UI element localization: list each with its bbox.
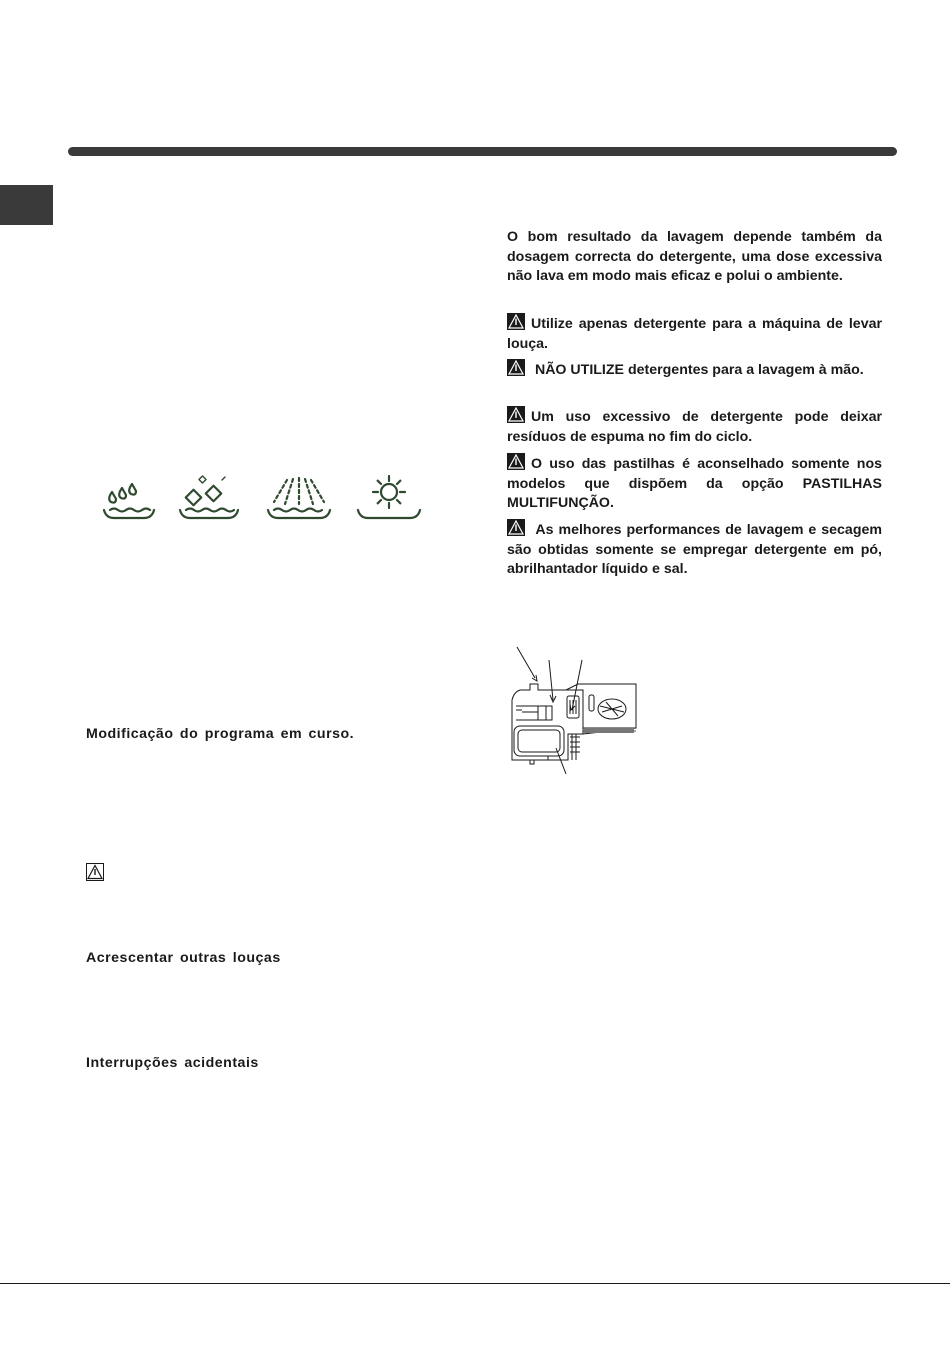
detergent-intro-paragraph: O bom resultado da lavagem depende também da dosagem correcta do detergente, uma dose excessiva não lava em modo mais eficaz e polui o ambiente. (507, 229, 882, 284)
heading-program-modification: Modificação do programa em curso. (86, 726, 355, 742)
warning-triangle-icon (507, 519, 525, 536)
wash-detergent-icon (180, 476, 238, 518)
warning-item (507, 359, 882, 381)
heading-add-dishes: Acrescentar outras louças (86, 950, 281, 966)
language-side-tab (0, 185, 53, 225)
rinse-spray-icon (268, 478, 330, 518)
top-header-rule (68, 147, 897, 156)
warning-text: Utilize apenas detergente para a máquina de levar louça. (507, 316, 882, 352)
dry-sun-icon (358, 476, 420, 518)
warning-triangle-icon (86, 863, 104, 881)
warning-triangle-icon (507, 406, 525, 423)
bottom-rule (0, 1283, 950, 1284)
warning-text: O uso das pastilhas é aconselhado somente nos modelos que dispõem da opção PASTILHAS MULTIFUNÇÃO. (507, 456, 882, 511)
warning-item (507, 406, 882, 447)
warning-text: As melhores performances de lavagem e secagem são obtidas somente se empregar detergente em pó, abrilhantador líquido e sal. (507, 522, 882, 577)
warning-triangle-icon (507, 313, 525, 330)
warning-text: NÃO UTILIZE detergentes para a lavagem à mão. (531, 362, 864, 378)
detergent-dispenser-diagram (508, 640, 648, 775)
warning-triangle-icon (507, 453, 525, 470)
warning-text: Um uso excessivo de detergente pode deixar resíduos de espuma no fim do ciclo. (507, 409, 882, 445)
warning-triangle-icon (507, 359, 525, 376)
warning-item (507, 453, 882, 514)
wash-phase-icons (100, 472, 430, 528)
prewash-drops-icon (104, 484, 154, 518)
warning-item (507, 519, 882, 580)
heading-accidental-interruptions: Interrupções acidentais (86, 1055, 259, 1071)
warning-item (507, 313, 882, 354)
